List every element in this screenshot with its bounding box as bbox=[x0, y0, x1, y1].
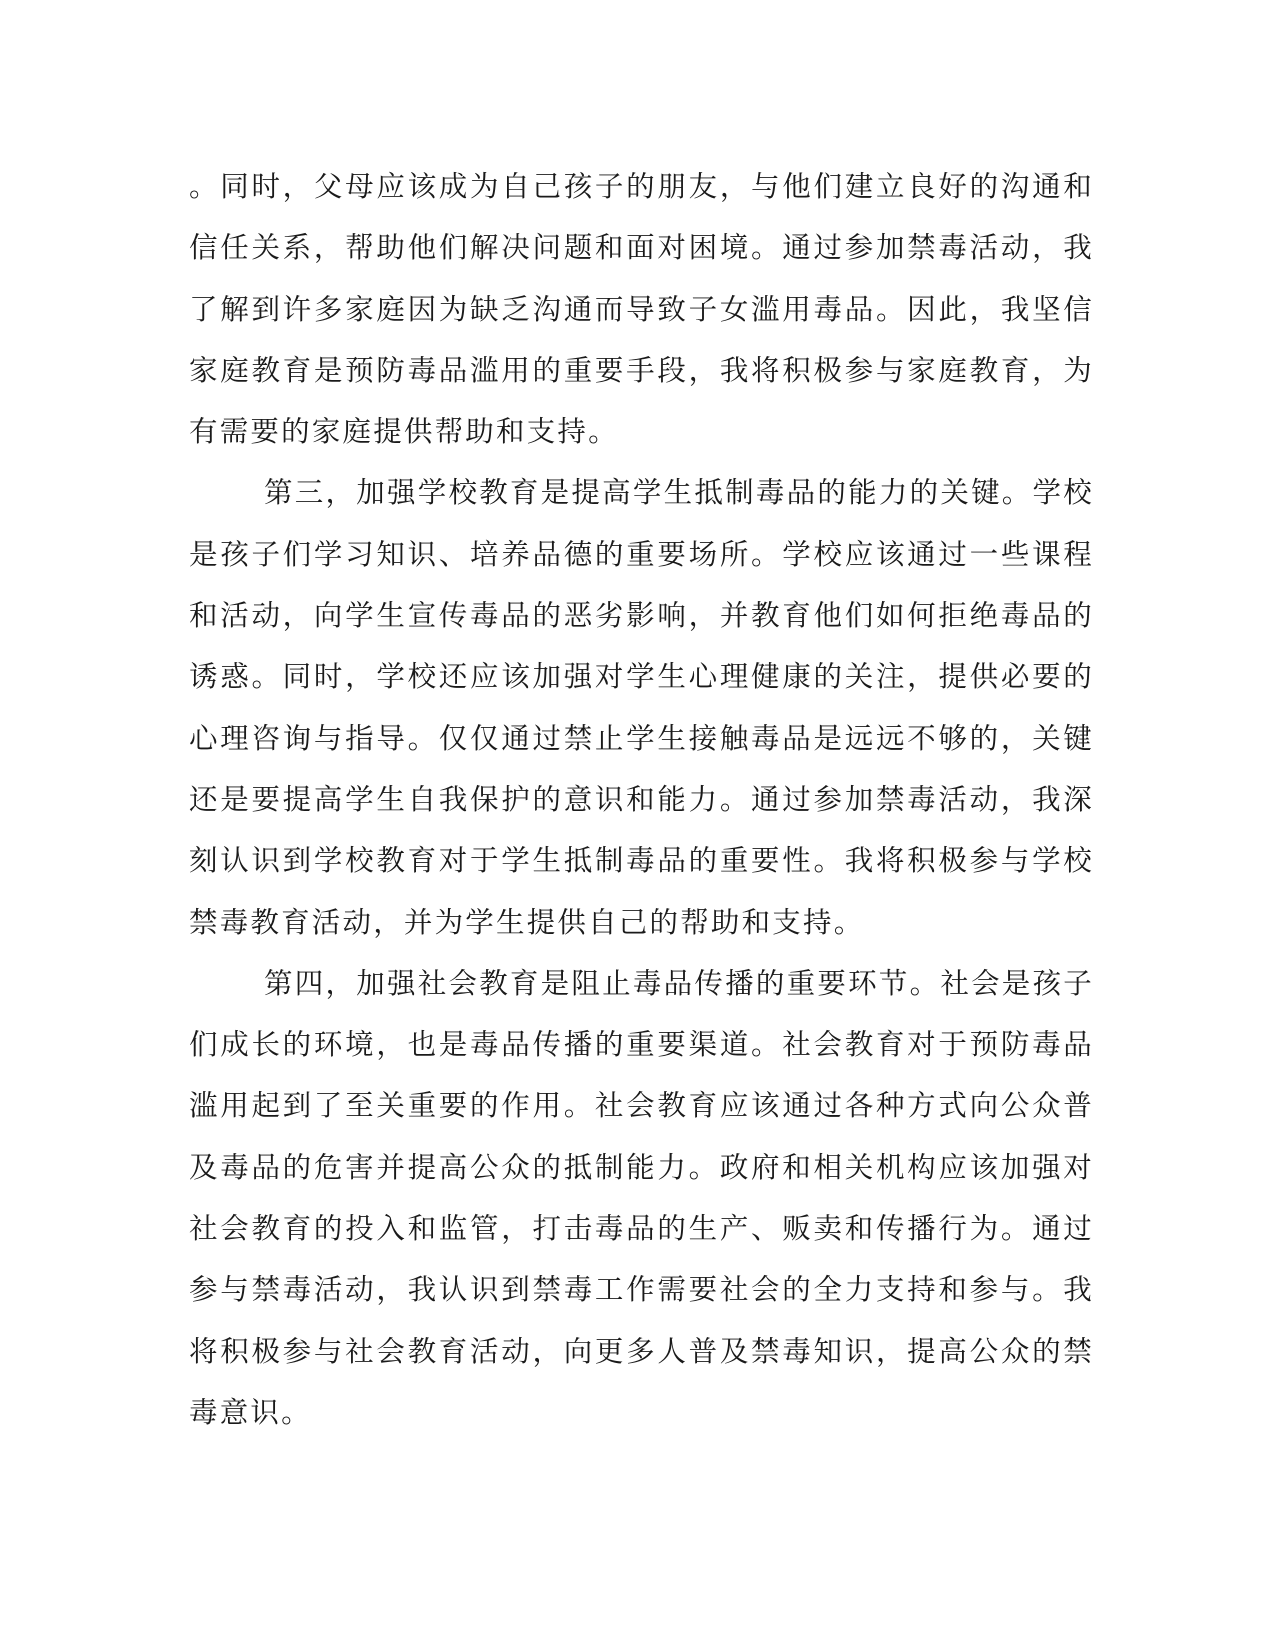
paragraph-family-education-continuation: 。同时，父母应该成为自己孩子的朋友，与他们建立良好的沟通和信任关系，帮助他们解决问题和面对困境。通过参加禁毒活动，我了解到许多家庭因为缺乏沟通而导致子女滥用毒品。因此，我坚信家庭教育是预防毒品滥用的重要手段，我将积极参与家庭教育，为有需要的家庭提供帮助和支持。 bbox=[189, 170, 1094, 449]
document-body bbox=[189, 156, 1094, 1443]
paragraph-school-education: 第三，加强学校教育是提高学生抵制毒品的能力的关键。学校是孩子们学习知识、培养品德的重要场所。学校应该通过一些课程和活动，向学生宣传毒品的恶劣影响，并教育他们如何拒绝毒品的诱惑。同时，学校还应该加强对学生心理健康的关注，提供必要的心理咨询与指导。仅仅通过禁止学生接触毒品是远远不够的，关键还是要提高学生自我保护的意识和能力。通过参加禁毒活动，我深刻认识到学校教育对于学生抵制毒品的重要性。我将积极参与学校禁毒教育活动，并为学生提供自己的帮助和支持。 bbox=[189, 476, 1094, 939]
paragraph-social-education: 第四，加强社会教育是阻止毒品传播的重要环节。社会是孩子们成长的环境，也是毒品传播的重要渠道。社会教育对于预防毒品滥用起到了至关重要的作用。社会教育应该通过各种方式向公众普及毒品的危害并提高公众的抵制能力。政府和相关机构应该加强对社会教育的投入和监管，打击毒品的生产、贩卖和传播行为。通过参与禁毒活动，我认识到禁毒工作需要社会的全力支持和参与。我将积极参与社会教育活动，向更多人普及禁毒知识，提高公众的禁毒意识。 bbox=[189, 966, 1094, 1429]
